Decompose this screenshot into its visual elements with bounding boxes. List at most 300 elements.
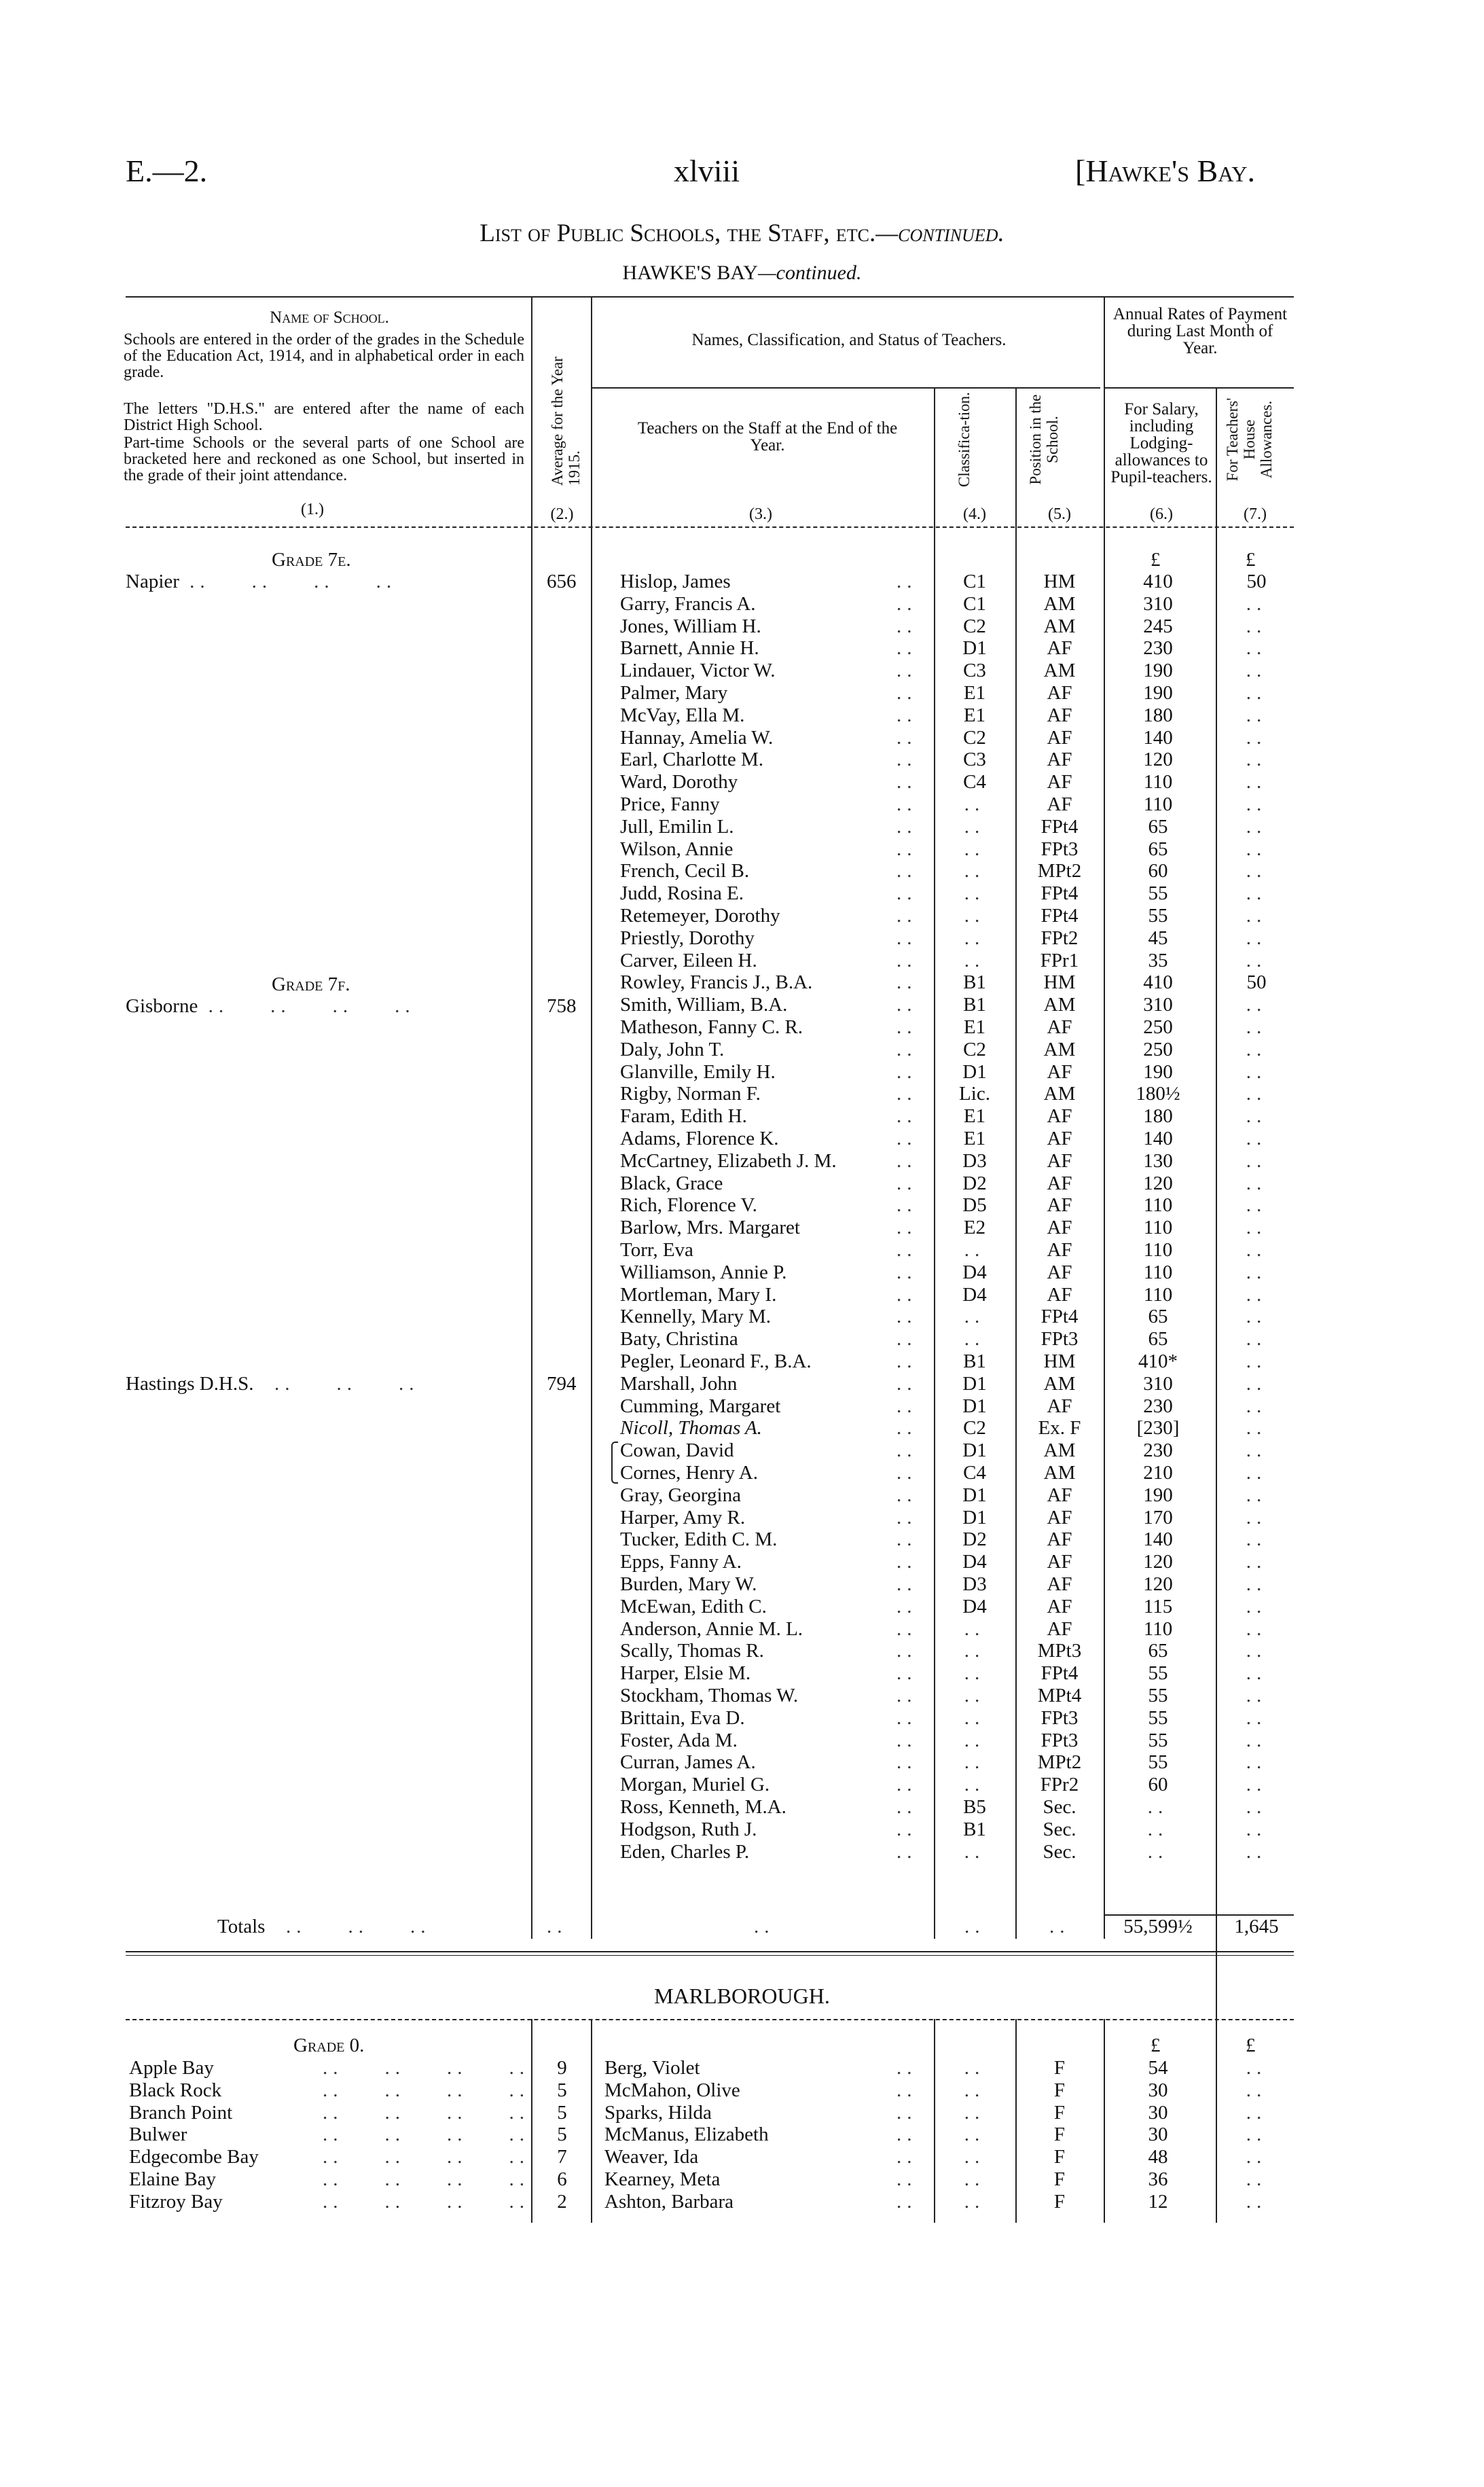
average-column-heading: Average for the Year 1915. (549, 357, 583, 486)
teacher-name: Jones, William H. (620, 615, 761, 637)
teacher-position: AM (1043, 1083, 1076, 1105)
teacher-name: Eden, Charles P. (620, 1841, 750, 1863)
teacher-classification-empty: .. (964, 1306, 985, 1327)
teacher-salary: 55 (1148, 1730, 1168, 1751)
teacher-classification: C3 (963, 660, 986, 681)
teacher-salary: 55 (1148, 1751, 1168, 1773)
teacher-salary: 190 (1143, 660, 1173, 681)
teacher-name: Adams, Florence K. (620, 1128, 779, 1149)
marlborough-school: Fitzroy Bay (129, 2191, 223, 2213)
teacher-salary: 55 (1148, 1662, 1168, 1684)
teacher-name: Nicoll, Thomas A. (620, 1417, 762, 1439)
teacher-classification: C2 (963, 1039, 986, 1060)
leader-dots: .. .. .. .. (323, 2191, 530, 2213)
marlborough-position: F (1053, 2102, 1066, 2124)
teacher-name: Retemeyer, Dorothy (620, 905, 780, 927)
col-divider-6 (1216, 387, 1217, 2030)
teacher-position: AF (1047, 727, 1072, 749)
teacher-house-allowance-empty: .. (1246, 704, 1267, 726)
leader-dots: .. (897, 838, 918, 860)
col-number-1: (1.) (301, 501, 324, 518)
leader-dots: .. (897, 1173, 918, 1194)
teacher-position: MPt4 (1037, 1685, 1082, 1706)
marlborough-teacher: Weaver, Ida (604, 2146, 699, 2168)
teacher-position: AF (1047, 1150, 1072, 1172)
school-note-2: The letters "D.H.S." are entered after the name of each District High School. (124, 400, 524, 434)
teacher-house-allowance-empty: .. (1246, 1395, 1267, 1417)
teacher-name: Mortleman, Mary I. (620, 1284, 777, 1306)
teacher-position: AM (1043, 1462, 1076, 1484)
region-continued: —continued. (757, 262, 862, 284)
title-continued: —continued. (875, 219, 1005, 247)
teacher-name: Glanville, Emily H. (620, 1061, 776, 1083)
teacher-classification: C2 (963, 1417, 986, 1439)
leader-dots: .. (897, 727, 918, 749)
leader-dots: .. (897, 615, 918, 637)
teacher-position: AF (1047, 1173, 1072, 1194)
teacher-classification-empty: .. (964, 860, 985, 882)
teacher-classification: C1 (963, 593, 986, 615)
teacher-classification-empty: .. (964, 905, 985, 927)
leader-dots: .. (897, 1306, 918, 1327)
header-right: [Hawke's Bay. (1075, 154, 1255, 188)
teacher-name: French, Cecil B. (620, 860, 750, 882)
part-time-bracket (611, 1442, 618, 1484)
teacher-classification-empty: .. (964, 1685, 985, 1706)
teacher-name: Priestly, Dorothy (620, 927, 755, 949)
teacher-classification: D3 (962, 1573, 987, 1595)
school-note-1: Schools are entered in the order of the grades in the Schedule of the Education Act, 1914, and in alphabetical order in each grade. (124, 331, 524, 381)
leader-dots: .. (897, 1395, 918, 1417)
teacher-classification: D1 (962, 1395, 987, 1417)
teacher-classification: D4 (962, 1551, 987, 1573)
teacher-classification-empty: .. (964, 1239, 985, 1261)
teacher-position: FPt3 (1040, 838, 1079, 860)
marlborough-school: Elaine Bay (129, 2168, 217, 2190)
teacher-house-allowance-empty: .. (1246, 1039, 1267, 1060)
teacher-house-allowance-empty: .. (1246, 1105, 1267, 1127)
leader-dots: .. (897, 771, 918, 793)
teacher-salary: 410 (1143, 571, 1173, 592)
teacher-name: Harper, Amy R. (620, 1507, 746, 1528)
m-col-divider-3 (934, 2019, 935, 2223)
teacher-house-allowance-empty: .. (1246, 1173, 1267, 1194)
teacher-classification-empty: .. (964, 1707, 985, 1729)
region-subtitle (0, 262, 1484, 285)
teacher-name: McEwan, Edith C. (620, 1596, 767, 1617)
teacher-house-allowance-empty: .. (1246, 882, 1267, 904)
teacher-salary: 65 (1148, 1328, 1168, 1350)
teacher-position: FPr1 (1040, 950, 1079, 971)
teacher-salary: 180 (1143, 704, 1173, 726)
leader-dots: .. (897, 2146, 918, 2168)
teacher-house-allowance-empty: .. (1246, 816, 1267, 838)
marlborough-teacher: Kearney, Meta (604, 2168, 721, 2190)
teacher-classification: D3 (962, 1150, 987, 1172)
marlborough-house-empty: .. (1246, 2168, 1267, 2190)
leader-dots: .. (897, 660, 918, 681)
teacher-house-allowance-empty: .. (1246, 1462, 1267, 1484)
marlborough-position: F (1053, 2057, 1066, 2079)
teacher-name: Pegler, Leonard F., B.A. (620, 1350, 812, 1372)
rates-group-heading: Annual Rates of Payment during Last Month of Year. (1112, 305, 1288, 357)
teacher-position: AF (1047, 704, 1072, 726)
teacher-salary: 60 (1148, 1774, 1168, 1795)
marlborough-school: Bulwer (129, 2124, 187, 2145)
marlborough-average: 9 (557, 2057, 567, 2079)
teacher-name: Epps, Fanny A. (620, 1551, 742, 1573)
teacher-salary: [230] (1136, 1417, 1180, 1439)
m-col-divider-1 (531, 2019, 532, 2223)
teacher-salary: 410* (1138, 1350, 1178, 1372)
marlborough-average: 5 (557, 2124, 567, 2145)
teacher-house-allowance-empty: .. (1246, 1061, 1267, 1083)
marlborough-classification-empty: .. (964, 2057, 985, 2079)
teacher-position: Sec. (1043, 1841, 1076, 1863)
teacher-house-allowance-empty: .. (1246, 860, 1267, 882)
marlborough-house-empty: .. (1246, 2191, 1267, 2213)
teacher-salary-empty: .. (1147, 1796, 1169, 1818)
teacher-position: AF (1047, 1194, 1072, 1216)
teacher-house-allowance-empty: .. (1246, 1217, 1267, 1238)
teacher-position: Ex. F (1038, 1417, 1081, 1439)
leader-dots: .. (897, 1596, 918, 1617)
leader-dots: .. .. .. .. (323, 2146, 530, 2168)
teacher-classification: C2 (963, 727, 986, 749)
marlborough-salary: 54 (1148, 2057, 1168, 2079)
teacher-house-allowance-empty: .. (1246, 1417, 1267, 1439)
marlborough-school: Edgecombe Bay (129, 2146, 259, 2168)
marlborough-salary-currency: £ (1151, 2035, 1161, 2056)
leader-dots: .. (897, 1528, 918, 1550)
teacher-classification-empty: .. (964, 1841, 985, 1863)
teacher-position: AF (1047, 1239, 1072, 1261)
teacher-name: Marshall, John (620, 1373, 738, 1395)
leader-dots: .. (897, 1217, 918, 1238)
teacher-name: Carver, Eileen H. (620, 950, 757, 971)
teacher-name: Baty, Christina (620, 1328, 738, 1350)
marlborough-teacher: Ashton, Barbara (604, 2191, 734, 2213)
teacher-position: AF (1047, 1596, 1072, 1617)
teacher-classification: C3 (963, 749, 986, 770)
teacher-position: AF (1047, 1573, 1072, 1595)
teacher-classification: D2 (962, 1173, 987, 1194)
marlborough-teacher: McMahon, Olive (604, 2079, 740, 2101)
teacher-salary: 35 (1148, 950, 1168, 971)
teacher-house-allowance-empty: .. (1246, 1618, 1267, 1640)
col-divider-4 (1015, 387, 1017, 1939)
table-bottom-rule-2 (126, 1955, 1294, 1956)
col-number-3: (3.) (749, 505, 772, 523)
teacher-position: AF (1047, 1105, 1072, 1127)
marlborough-average: 2 (557, 2191, 567, 2213)
leader-dots: .. (897, 1262, 918, 1283)
teacher-house-allowance-empty: .. (1246, 994, 1267, 1016)
header-page-number: xlviii (674, 154, 740, 188)
leader-dots: .. (897, 1751, 918, 1773)
teacher-name: Ross, Kenneth, M.A. (620, 1796, 786, 1818)
marlborough-salary: 36 (1148, 2168, 1168, 2190)
teacher-name: Hodgson, Ruth J. (620, 1819, 757, 1840)
totals-class-dots: .. (964, 1916, 985, 1937)
leader-dots: .. (897, 1618, 918, 1640)
marlborough-house-empty: .. (1246, 2079, 1267, 2101)
teacher-name: Tucker, Edith C. M. (620, 1528, 778, 1550)
marlborough-average: 6 (557, 2168, 567, 2190)
leader-dots: .. (897, 1685, 918, 1706)
teacher-salary: 55 (1148, 1707, 1168, 1729)
teacher-house-allowance: 50 (1246, 971, 1267, 993)
teacher-house-allowance-empty: .. (1246, 1662, 1267, 1684)
table-bottom-rule (126, 1951, 1294, 1952)
marlborough-salary: 30 (1148, 2124, 1168, 2145)
teacher-name: Faram, Edith H. (620, 1105, 747, 1127)
teacher-name: Lindauer, Victor W. (620, 660, 776, 681)
teacher-classification: D1 (962, 1061, 987, 1083)
teacher-classification-empty: .. (964, 1751, 985, 1773)
teacher-name: Morgan, Muriel G. (620, 1774, 770, 1795)
leader-dots: .. (897, 1796, 918, 1818)
leader-dots: .. .. .. .. (323, 2102, 530, 2124)
teacher-house-allowance-empty: .. (1246, 1751, 1267, 1773)
teacher-classification-empty: .. (964, 1774, 985, 1795)
school-note-3: Part-time Schools or the several parts of one School are bracketed here and reckoned as one School, but inserted in the grade of their joint attendance. (124, 434, 524, 484)
marlborough-salary: 48 (1148, 2146, 1168, 2168)
leader-dots: .. (897, 2057, 918, 2079)
leader-dots: .. (897, 905, 918, 927)
teacher-classification: B1 (963, 1350, 986, 1372)
teacher-house-allowance-empty: .. (1246, 1796, 1267, 1818)
marlborough-classification-empty: .. (964, 2191, 985, 2213)
leader-dots: .. (897, 1284, 918, 1306)
teacher-house-allowance-empty: .. (1246, 838, 1267, 860)
table-top-rule (126, 296, 1294, 298)
teacher-position: AM (1043, 1039, 1076, 1060)
teacher-classification-empty: .. (964, 927, 985, 949)
teacher-classification-empty: .. (964, 1730, 985, 1751)
teachers-subheader-rule (591, 387, 1100, 389)
leader-dots: .. (897, 1819, 918, 1840)
teacher-name: Barnett, Annie H. (620, 637, 759, 659)
leader-dots: .. (897, 1417, 918, 1439)
teacher-position: AF (1047, 682, 1072, 704)
marlborough-average: 5 (557, 2079, 567, 2101)
teacher-name: Matheson, Fanny C. R. (620, 1016, 803, 1038)
leader-dots: .. (897, 593, 918, 615)
teacher-house-allowance: 50 (1246, 571, 1267, 592)
teacher-classification: B1 (963, 971, 986, 993)
leader-dots: .. (897, 1194, 918, 1216)
teacher-name: Torr, Eva (620, 1239, 693, 1261)
average-napier: 656 (547, 571, 577, 592)
teacher-name: Judd, Rosina E. (620, 882, 744, 904)
teacher-name: Barlow, Mrs. Margaret (620, 1217, 800, 1238)
totals-salary: 55,599½ (1123, 1916, 1193, 1937)
teacher-salary: 55 (1148, 1685, 1168, 1706)
teacher-salary: 55 (1148, 905, 1168, 927)
teacher-name: Foster, Ada M. (620, 1730, 738, 1751)
marlborough-classification-empty: .. (964, 2124, 985, 2145)
teacher-position: FPr2 (1040, 1774, 1079, 1795)
teacher-classification-empty: .. (964, 1328, 985, 1350)
teacher-house-allowance-empty: .. (1246, 682, 1267, 704)
totals-row: Totals .. .. .. (217, 1916, 431, 1937)
marlborough-house-empty: .. (1246, 2102, 1267, 2124)
teacher-salary: 230 (1143, 1439, 1173, 1461)
marlborough-position: F (1053, 2168, 1066, 2190)
teacher-name: Gray, Georgina (620, 1484, 741, 1506)
teacher-classification: B5 (963, 1796, 986, 1818)
teacher-house-allowance-empty: .. (1246, 1841, 1267, 1863)
marlborough-classification-empty: .. (964, 2146, 985, 2168)
marlborough-position: F (1053, 2191, 1066, 2213)
marlborough-house-empty: .. (1246, 2124, 1267, 2145)
marlborough-position: F (1053, 2146, 1066, 2168)
leader-dots: .. (897, 1105, 918, 1127)
leader-dots: .. (897, 1061, 918, 1083)
marlborough-average: 5 (557, 2102, 567, 2124)
teacher-position: AF (1047, 1284, 1072, 1306)
leader-dots: .. (897, 1039, 918, 1060)
grade-label-marlborough: Grade 0. (293, 2035, 365, 2056)
teacher-salary: 55 (1148, 882, 1168, 904)
teacher-position: MPt2 (1037, 1751, 1082, 1773)
teacher-salary: 110 (1143, 771, 1173, 793)
marlborough-teacher: Sparks, Hilda (604, 2102, 712, 2124)
teacher-position: FPt4 (1040, 905, 1079, 927)
leader-dots: .. (897, 1328, 918, 1350)
teacher-position: FPt3 (1040, 1328, 1079, 1350)
teacher-classification-empty: .. (964, 1662, 985, 1684)
teacher-house-allowance-empty: .. (1246, 1774, 1267, 1795)
teacher-house-allowance-empty: .. (1246, 1507, 1267, 1528)
teacher-position: AM (1043, 615, 1076, 637)
teacher-name: Brittain, Eva D. (620, 1707, 745, 1729)
teacher-classification-empty: .. (964, 882, 985, 904)
teacher-classification: D1 (962, 637, 987, 659)
teacher-salary-empty: .. (1147, 1841, 1169, 1863)
col-number-2: (2.) (550, 505, 574, 523)
teacher-house-allowance-empty: .. (1246, 593, 1267, 615)
col-number-4: (4.) (963, 505, 986, 523)
teacher-house-allowance-empty: .. (1246, 1194, 1267, 1216)
teacher-house-allowance-empty: .. (1246, 1150, 1267, 1172)
leader-dots: .. (897, 1730, 918, 1751)
teacher-name: Rowley, Francis J., B.A. (620, 971, 813, 993)
teacher-position: MPt3 (1037, 1640, 1082, 1662)
teacher-house-allowance-empty: .. (1246, 1439, 1267, 1461)
marlborough-teacher: McManus, Elizabeth (604, 2124, 769, 2145)
teacher-position: AF (1047, 1262, 1072, 1283)
teacher-name: Kennelly, Mary M. (620, 1306, 772, 1327)
teacher-house-allowance-empty: .. (1246, 927, 1267, 949)
leader-dots: .. (897, 704, 918, 726)
teacher-name: Cornes, Henry A. (620, 1462, 758, 1484)
salary-currency: £ (1151, 549, 1161, 571)
teacher-position: FPt4 (1040, 1662, 1079, 1684)
teacher-name: Cumming, Margaret (620, 1395, 781, 1417)
teacher-position: HM (1043, 1350, 1076, 1372)
teacher-salary: 45 (1148, 927, 1168, 949)
leader-dots: .. (897, 971, 918, 993)
leader-dots: .. (897, 1150, 918, 1172)
leader-dots: .. (897, 1841, 918, 1863)
teacher-house-allowance-empty: .. (1246, 950, 1267, 971)
teacher-position: AF (1047, 1507, 1072, 1528)
teacher-name: Black, Grace (620, 1173, 723, 1194)
teacher-classification-empty: .. (964, 1618, 985, 1640)
teacher-house-allowance-empty: .. (1246, 1640, 1267, 1662)
teacher-classification: D4 (962, 1284, 987, 1306)
marlborough-classification-empty: .. (964, 2102, 985, 2124)
teacher-name: Palmer, Mary (620, 682, 728, 704)
leader-dots: .. (897, 1640, 918, 1662)
header-bottom-rule (126, 526, 1294, 528)
leader-dots: .. (897, 1507, 918, 1528)
teacher-name: Ward, Dorothy (620, 771, 738, 793)
leader-dots: .. (897, 1439, 918, 1461)
teacher-house-allowance-empty: .. (1246, 1484, 1267, 1506)
position-heading: Position in the School. (1027, 394, 1061, 485)
teacher-salary: 120 (1143, 749, 1173, 770)
leader-dots: .. (897, 1083, 918, 1105)
teacher-position: FPt3 (1040, 1707, 1079, 1729)
teacher-name: Burden, Mary W. (620, 1573, 757, 1595)
teacher-classification: E1 (963, 1128, 986, 1149)
teacher-salary: 110 (1143, 1194, 1173, 1216)
teacher-salary: 140 (1143, 1128, 1173, 1149)
teacher-name: Jull, Emilin L. (620, 816, 734, 838)
teacher-position: AM (1043, 1439, 1076, 1461)
header-left: E.—2. (126, 154, 208, 188)
teacher-name: Hislop, James (620, 571, 731, 592)
leader-dots: .. (897, 1350, 918, 1372)
teacher-position: AF (1047, 1395, 1072, 1417)
teacher-classification: E2 (963, 1217, 986, 1238)
teacher-classification: E1 (963, 1016, 986, 1038)
teacher-classification: Lic. (959, 1083, 990, 1105)
col-number-5: (5.) (1048, 505, 1071, 523)
teacher-position: AF (1047, 1061, 1072, 1083)
teacher-classification: E1 (963, 704, 986, 726)
teacher-salary: 250 (1143, 1016, 1173, 1038)
teacher-house-allowance-empty: .. (1246, 727, 1267, 749)
leader-dots: .. (897, 2124, 918, 2145)
teacher-house-allowance-empty: .. (1246, 1083, 1267, 1105)
teacher-salary: 210 (1143, 1462, 1173, 1484)
marlborough-school: Branch Point (129, 2102, 233, 2124)
teacher-classification: D2 (962, 1528, 987, 1550)
teacher-house-allowance-empty: .. (1246, 793, 1267, 815)
teacher-house-allowance-empty: .. (1246, 1707, 1267, 1729)
teacher-salary: 60 (1148, 860, 1168, 882)
teacher-position: Sec. (1043, 1819, 1076, 1840)
teacher-name: Wilson, Annie (620, 838, 734, 860)
teacher-house-allowance-empty: .. (1246, 1528, 1267, 1550)
teacher-house-allowance-empty: .. (1246, 1128, 1267, 1149)
leader-dots: .. .. .. .. (323, 2124, 530, 2145)
teacher-house-allowance-empty: .. (1246, 1262, 1267, 1283)
teacher-salary: 115 (1143, 1596, 1173, 1617)
average-hastings: 794 (547, 1373, 577, 1395)
marlborough-position: F (1053, 2079, 1066, 2101)
teacher-salary: 190 (1143, 1484, 1173, 1506)
leader-dots: .. (897, 1128, 918, 1149)
teacher-classification: E1 (963, 682, 986, 704)
teacher-salary: 310 (1143, 593, 1173, 615)
marlborough-salary: 12 (1148, 2191, 1168, 2213)
marlborough-classification-empty: .. (964, 2168, 985, 2190)
